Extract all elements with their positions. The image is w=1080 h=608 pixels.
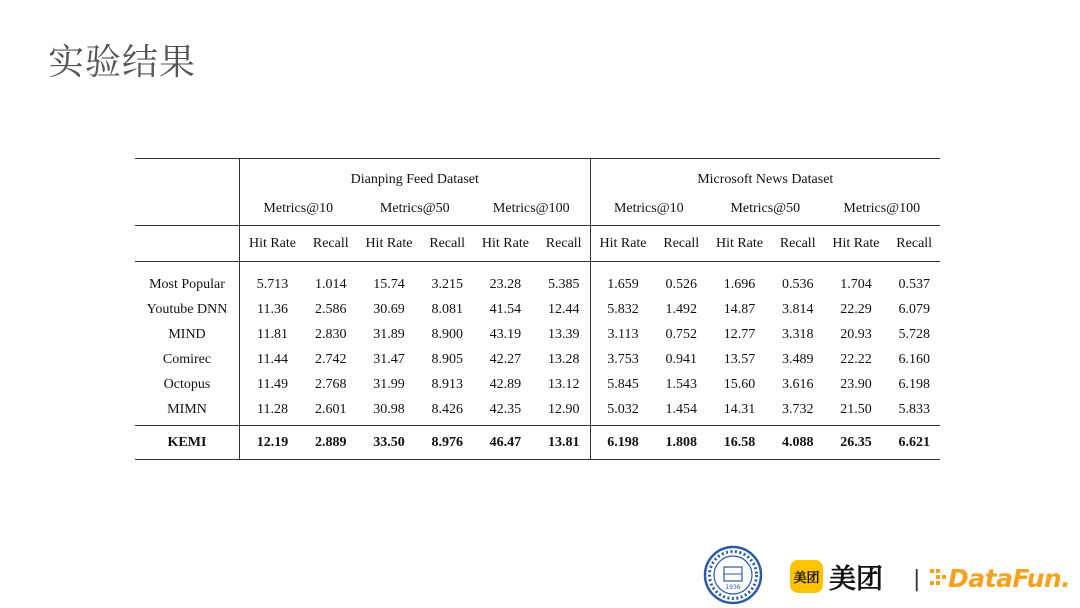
value-cell: 2.830 <box>314 326 347 342</box>
value-cell: 5.832 <box>590 297 655 322</box>
value-cell: 3.113 <box>590 322 655 347</box>
method-name: MIND <box>168 326 206 342</box>
value-cell: 0.537 <box>898 276 930 292</box>
value-cell: 13.57 <box>723 351 756 367</box>
method-name: Octopus <box>163 376 211 392</box>
value-cell: 12.19 <box>240 426 305 460</box>
method-name: MIMN <box>167 401 207 417</box>
corner-cell <box>135 159 240 198</box>
value-cell: 11.28 <box>240 397 305 426</box>
value-cell: 13.81 <box>538 426 590 460</box>
value-cell: 13.39 <box>547 326 580 342</box>
value-cell: 0.752 <box>665 326 697 342</box>
metric-group-row <box>135 197 940 226</box>
value-cell: 30.98 <box>373 401 405 417</box>
logo-separator: | <box>913 567 921 592</box>
value-cell: 20.93 <box>840 326 872 342</box>
table-row <box>135 322 940 347</box>
value-cell: 6.198 <box>898 376 930 392</box>
metric-header: Hit Rate <box>473 226 538 262</box>
value-cell: 0.526 <box>665 276 697 292</box>
datafun-dots-icon <box>930 567 946 589</box>
value-cell: 3.732 <box>781 401 814 417</box>
value-cell: 13.28 <box>547 351 580 367</box>
value-cell: 22.29 <box>840 301 872 317</box>
value-cell: 8.913 <box>431 376 463 392</box>
value-cell: 14.31 <box>723 401 756 417</box>
value-cell: 6.198 <box>590 426 655 460</box>
value-cell: 11.81 <box>240 322 305 347</box>
corner-cell <box>135 197 240 226</box>
value-cell: 41.54 <box>489 301 522 317</box>
metric-group: Metrics@100 <box>492 201 570 216</box>
value-cell: 15.60 <box>723 376 756 392</box>
value-cell: 3.318 <box>781 326 814 342</box>
value-cell: 2.742 <box>314 351 347 367</box>
value-cell: 22.22 <box>840 351 872 367</box>
datafun-logo <box>930 560 1070 596</box>
best-row <box>135 426 940 460</box>
meituan-logo <box>790 560 883 595</box>
value-cell: 2.601 <box>314 401 347 417</box>
value-cell: 3.215 <box>431 276 463 292</box>
slide-title: 实验结果 <box>48 42 197 83</box>
value-cell: 0.536 <box>781 276 814 292</box>
meituan-badge: 美团 <box>790 560 823 593</box>
value-cell: 1.696 <box>723 276 756 292</box>
value-cell: 3.814 <box>781 301 814 317</box>
university-seal-logo <box>703 545 763 605</box>
method-name: KEMI <box>135 426 240 460</box>
value-cell: 16.58 <box>707 426 772 460</box>
metric-group: Metrics@10 <box>590 197 707 226</box>
metric-header: Recall <box>538 226 590 262</box>
table-row <box>135 262 940 298</box>
value-cell: 21.50 <box>840 401 872 417</box>
metric-header-row <box>135 226 940 262</box>
table-row <box>135 297 940 322</box>
dataset-header-row <box>135 159 940 198</box>
value-cell: 31.99 <box>373 376 405 392</box>
dataset-header-msnews: Microsoft News Dataset <box>590 159 940 198</box>
value-cell: 8.976 <box>421 426 473 460</box>
value-cell: 2.768 <box>314 376 347 392</box>
metric-header: Hit Rate <box>590 226 655 262</box>
value-cell: 1.808 <box>655 426 707 460</box>
value-cell: 1.454 <box>665 401 697 417</box>
value-cell: 46.47 <box>473 426 538 460</box>
value-cell: 3.489 <box>781 351 814 367</box>
seal-year: 1936 <box>725 584 741 591</box>
value-cell: 42.27 <box>489 351 522 367</box>
metric-header: Recall <box>772 226 824 262</box>
metric-group: Metrics@50 <box>730 201 801 216</box>
value-cell: 11.49 <box>240 372 305 397</box>
value-cell: 8.426 <box>431 401 463 417</box>
metric-header: Recall <box>421 226 473 262</box>
metric-header: Recall <box>655 226 707 262</box>
value-cell: 8.905 <box>431 351 463 367</box>
value-cell: 42.89 <box>489 376 522 392</box>
value-cell: 23.90 <box>840 376 872 392</box>
value-cell: 31.89 <box>373 326 405 342</box>
value-cell: 2.586 <box>314 301 347 317</box>
value-cell: 14.87 <box>723 301 756 317</box>
metric-group: Metrics@100 <box>843 201 921 216</box>
value-cell: 4.088 <box>772 426 824 460</box>
table-row <box>135 347 940 372</box>
value-cell: 3.616 <box>781 376 814 392</box>
value-cell: 26.35 <box>824 426 889 460</box>
value-cell: 31.47 <box>373 351 405 367</box>
value-cell: 11.44 <box>240 347 305 372</box>
value-cell: 12.90 <box>547 401 580 417</box>
datafun-text: DataFun. <box>948 563 1071 593</box>
value-cell: 8.900 <box>431 326 463 342</box>
value-cell: 11.36 <box>240 297 305 322</box>
dataset-header-dianping: Dianping Feed Dataset <box>240 159 591 198</box>
value-cell: 1.704 <box>840 276 872 292</box>
metric-header: Hit Rate <box>707 226 772 262</box>
value-cell: 1.659 <box>590 262 655 298</box>
value-cell: 1.543 <box>665 376 697 392</box>
value-cell: 12.77 <box>723 326 756 342</box>
value-cell: 2.889 <box>305 426 357 460</box>
metric-header: Hit Rate <box>357 226 422 262</box>
table-row <box>135 397 940 426</box>
value-cell: 5.845 <box>590 372 655 397</box>
value-cell: 30.69 <box>373 301 405 317</box>
value-cell: 0.941 <box>665 351 697 367</box>
value-cell: 6.160 <box>898 351 930 367</box>
value-cell: 5.385 <box>547 276 580 292</box>
value-cell: 1.014 <box>314 276 347 292</box>
value-cell: 33.50 <box>357 426 422 460</box>
metric-header: Hit Rate <box>824 226 889 262</box>
value-cell: 5.728 <box>898 326 930 342</box>
value-cell: 5.833 <box>898 401 930 417</box>
value-cell: 3.753 <box>590 347 655 372</box>
value-cell: 13.12 <box>547 376 580 392</box>
value-cell: 5.032 <box>590 397 655 426</box>
value-cell: 1.492 <box>665 301 697 317</box>
results-table <box>135 158 940 460</box>
value-cell: 6.621 <box>888 426 940 460</box>
metric-group: Metrics@50 <box>379 201 450 216</box>
method-name: Most Popular <box>149 276 225 292</box>
value-cell: 42.35 <box>489 401 522 417</box>
value-cell: 6.079 <box>898 301 930 317</box>
method-name: Youtube DNN <box>146 301 228 317</box>
method-name: Comirec <box>162 351 212 367</box>
meituan-text: 美团 <box>829 563 883 595</box>
table-row <box>135 372 940 397</box>
value-cell: 8.081 <box>431 301 463 317</box>
metric-header: Recall <box>305 226 357 262</box>
value-cell: 43.19 <box>489 326 522 342</box>
corner-cell <box>135 226 240 262</box>
value-cell: 23.28 <box>489 276 522 292</box>
metric-group: Metrics@10 <box>240 197 357 226</box>
metric-header: Recall <box>888 226 940 262</box>
value-cell: 5.713 <box>240 262 305 298</box>
value-cell: 15.74 <box>373 276 405 292</box>
value-cell: 12.44 <box>547 301 580 317</box>
metric-header: Hit Rate <box>240 226 305 262</box>
